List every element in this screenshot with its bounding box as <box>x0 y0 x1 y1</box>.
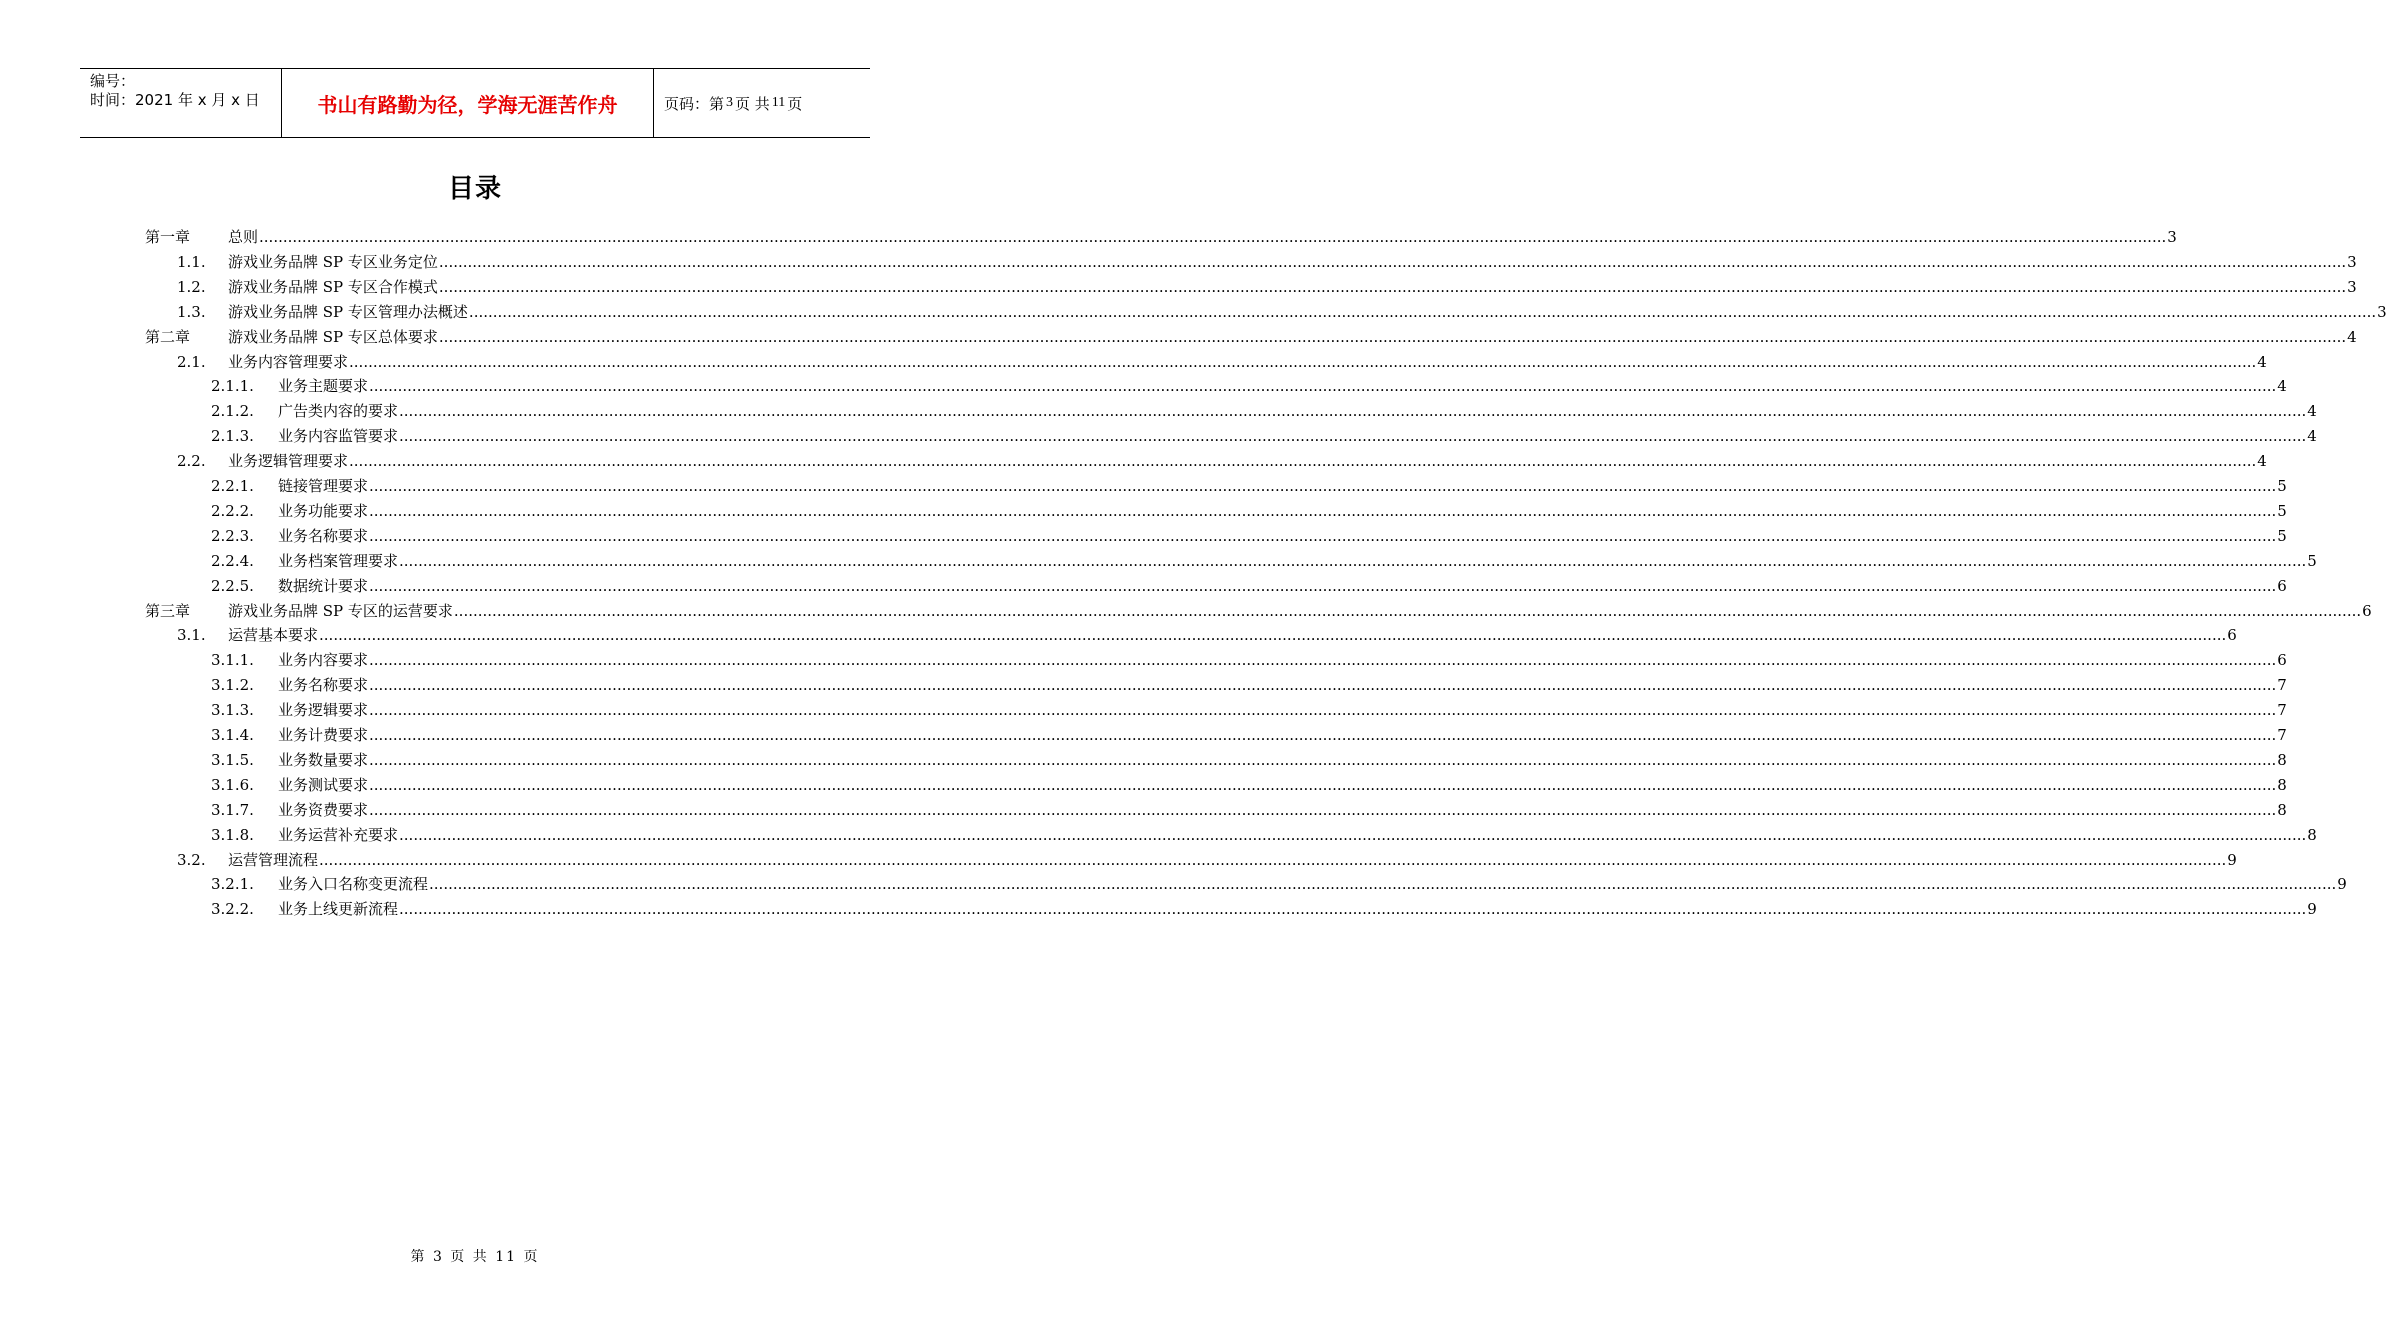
toc-entry-label: 业务内容监管要求 <box>278 427 399 446</box>
toc-entry-number: 2.2.3. <box>211 526 254 545</box>
toc-entry-page: 7 <box>2277 726 2287 744</box>
toc-entry-line <box>278 650 2287 670</box>
toc-entry[interactable] <box>0 625 2237 645</box>
toc-entry-number: 1.2. <box>177 277 206 296</box>
page-total: 11 <box>771 95 786 110</box>
toc-entry-number: 2.1.3. <box>211 427 254 446</box>
toc-entry-line <box>278 825 2317 845</box>
toc-entry-number: 2.2.1. <box>211 477 254 495</box>
toc-entry[interactable] <box>0 800 2287 820</box>
toc-entry-label: 业务计费要求 <box>278 726 369 744</box>
toc-entry[interactable] <box>0 476 2287 496</box>
toc-entry-page: 4 <box>2307 427 2317 446</box>
toc-entry[interactable] <box>0 302 2387 322</box>
toc-entry-page: 8 <box>2307 825 2317 844</box>
toc-entry-label: 业务资费要求 <box>278 800 369 819</box>
toc-entry[interactable] <box>0 899 2317 919</box>
toc-leader-dots: ................................................................................................................................................................................................................................................................................................................................................................................................................ <box>319 850 2227 869</box>
toc-entry-page: 6 <box>2277 576 2287 595</box>
toc-entry-label: 业务主题要求 <box>278 377 369 396</box>
toc-entry[interactable] <box>0 650 2287 670</box>
toc-entry-page: 6 <box>2277 651 2287 670</box>
toc-entry-label: 业务内容管理要求 <box>228 352 349 371</box>
toc-entry[interactable] <box>0 601 2372 621</box>
toc-entry-page: 6 <box>2227 626 2237 645</box>
toc-entry-line <box>278 476 2287 496</box>
toc-entry-label: 游戏业务品牌 SP 专区业务定位 <box>228 252 438 271</box>
toc-entry-label: 业务名称要求 <box>278 526 369 545</box>
toc-leader-dots: ................................................................................................................................................................................................................................................................................................................................................................................................................ <box>349 452 2257 471</box>
toc-entry[interactable] <box>0 277 2357 297</box>
toc-entry-number: 3.1.2. <box>211 676 254 695</box>
page-suffix: 页 <box>787 94 803 113</box>
toc-entry-label: 数据统计要求 <box>278 576 369 595</box>
toc-entry-number: 3.2.1. <box>211 875 254 894</box>
toc-entry[interactable] <box>0 775 2287 795</box>
toc-entry-label: 游戏业务品牌 SP 专区管理办法概述 <box>228 302 468 321</box>
doc-number-label: 编号： <box>90 72 136 90</box>
toc-entry-line <box>228 252 2357 272</box>
toc-entry-line <box>228 352 2267 372</box>
toc-entry[interactable] <box>0 526 2287 546</box>
toc-entry-page: 8 <box>2277 800 2287 819</box>
toc-entry-page: 3 <box>2377 302 2387 321</box>
toc-leader-dots: ................................................................................................................................................................................................................................................................................................................................................................................................................ <box>399 825 2307 844</box>
toc-leader-dots: ................................................................................................................................................................................................................................................................................................................................................................................................................ <box>369 726 2277 744</box>
toc-entry-number: 3.1.4. <box>211 726 254 744</box>
toc-entry-number: 3.1.5. <box>211 750 254 769</box>
toc-entry-line <box>228 850 2237 870</box>
toc-entry-page: 9 <box>2307 900 2317 919</box>
toc-entry-line <box>278 376 2287 396</box>
toc-entry-line <box>278 551 2317 571</box>
toc-entry-label: 业务逻辑管理要求 <box>228 452 349 471</box>
toc-entry-number: 2.2.2. <box>211 501 254 520</box>
toc-entry-label: 业务逻辑要求 <box>278 701 369 720</box>
header-motto: 书山有路勤为径，学海无涯苦作舟 <box>282 69 654 137</box>
toc-entry[interactable] <box>0 825 2317 845</box>
toc-leader-dots: ................................................................................................................................................................................................................................................................................................................................................................................................................ <box>369 501 2277 520</box>
toc-entry[interactable] <box>0 551 2317 571</box>
page-header <box>80 68 870 138</box>
toc-entry-label: 业务内容要求 <box>278 651 369 670</box>
toc-entry-line <box>278 700 2287 720</box>
toc-entry[interactable] <box>0 576 2287 596</box>
toc-entry-label: 业务档案管理要求 <box>278 551 399 570</box>
toc-entry-line <box>228 302 2387 322</box>
toc-entry-label: 运营管理流程 <box>228 850 319 869</box>
toc-leader-dots: ................................................................................................................................................................................................................................................................................................................................................................................................................ <box>468 302 2377 321</box>
toc-leader-dots: ................................................................................................................................................................................................................................................................................................................................................................................................................ <box>399 551 2307 570</box>
toc-entry-label: 业务名称要求 <box>278 676 369 695</box>
toc-entry-page: 7 <box>2277 676 2287 695</box>
toc-entry-line <box>278 675 2287 695</box>
toc-entry-label: 业务运营补充要求 <box>278 825 399 844</box>
toc-entry-line <box>278 526 2287 546</box>
toc-entry-number: 第三章 <box>145 601 191 620</box>
toc-leader-dots: ................................................................................................................................................................................................................................................................................................................................................................................................................ <box>369 477 2277 495</box>
toc-entry-page: 4 <box>2307 402 2317 421</box>
toc-entry-line <box>278 401 2317 421</box>
toc-leader-dots: ................................................................................................................................................................................................................................................................................................................................................................................................................ <box>369 651 2277 670</box>
toc-entry-number: 3.1.7. <box>211 800 254 819</box>
toc-entry-page: 9 <box>2227 850 2237 869</box>
toc-entry-page: 7 <box>2277 701 2287 720</box>
toc-entry-page: 3 <box>2167 228 2177 246</box>
toc-entry[interactable] <box>0 426 2317 446</box>
toc-leader-dots: ................................................................................................................................................................................................................................................................................................................................................................................................................ <box>369 701 2277 720</box>
toc-entry-label: 业务数量要求 <box>278 750 369 769</box>
toc-entry-page: 4 <box>2257 352 2267 371</box>
toc-entry-label: 链接管理要求 <box>278 477 369 495</box>
toc-entry-page: 8 <box>2277 750 2287 769</box>
toc-entry-line <box>228 327 2357 347</box>
toc-entry-number: 3.1. <box>177 626 206 645</box>
toc-entry-number: 2.1.1. <box>211 377 254 396</box>
toc-entry[interactable] <box>0 451 2267 471</box>
toc-entry-line <box>278 800 2287 820</box>
toc-entry-line <box>278 725 2287 745</box>
toc-entry-number: 3.2.2. <box>211 900 254 919</box>
toc-leader-dots: ................................................................................................................................................................................................................................................................................................................................................................................................................ <box>438 327 2347 346</box>
toc-entry-page: 4 <box>2347 327 2357 346</box>
toc-entry-page: 5 <box>2277 501 2287 520</box>
toc-entry[interactable] <box>0 750 2287 770</box>
toc-entry-number: 3.1.6. <box>211 775 254 794</box>
toc-entry[interactable] <box>0 700 2287 720</box>
toc-entry[interactable] <box>0 227 2177 247</box>
toc-entry-line <box>228 277 2357 297</box>
toc-entry-number: 3.1.8. <box>211 825 254 844</box>
toc-entry-page: 4 <box>2257 452 2267 471</box>
page-prefix: 页码：第 <box>664 94 725 113</box>
toc-entry-page: 5 <box>2307 551 2317 570</box>
toc-leader-dots: ................................................................................................................................................................................................................................................................................................................................................................................................................ <box>259 228 2167 246</box>
page-footer: 第 3 页 共 11 页 <box>410 1249 540 1265</box>
toc-entry-page: 5 <box>2277 526 2287 545</box>
toc-entry-line <box>278 576 2287 596</box>
toc-leader-dots: ................................................................................................................................................................................................................................................................................................................................................................................................................ <box>399 427 2307 446</box>
doc-time-label: 时间：2021 年 x 月 x 日 <box>90 91 260 109</box>
toc-entry-label: 总则 <box>228 228 259 246</box>
toc-leader-dots: ................................................................................................................................................................................................................................................................................................................................................................................................................ <box>369 800 2277 819</box>
toc-entry[interactable] <box>0 725 2287 745</box>
toc-entry-label: 业务测试要求 <box>278 775 369 794</box>
toc-entry[interactable] <box>0 401 2317 421</box>
page-title: 目录 <box>447 174 502 204</box>
toc-entry-number: 3.1.1. <box>211 651 254 670</box>
toc-leader-dots: ................................................................................................................................................................................................................................................................................................................................................................................................................ <box>369 775 2277 794</box>
toc-leader-dots: ................................................................................................................................................................................................................................................................................................................................................................................................................ <box>369 377 2277 396</box>
toc-leader-dots: ................................................................................................................................................................................................................................................................................................................................................................................................................ <box>369 526 2277 545</box>
toc-entry-page: 3 <box>2347 277 2357 296</box>
toc-entry-page: 8 <box>2277 775 2287 794</box>
toc-entry-line <box>278 750 2287 770</box>
toc-entry[interactable] <box>0 850 2237 870</box>
toc-leader-dots: ................................................................................................................................................................................................................................................................................................................................................................................................................ <box>349 352 2257 371</box>
toc-entry-label: 游戏业务品牌 SP 专区合作模式 <box>228 277 438 296</box>
toc-entry[interactable] <box>0 352 2267 372</box>
toc-leader-dots: ................................................................................................................................................................................................................................................................................................................................................................................................................ <box>369 576 2277 595</box>
toc-entry-line <box>228 625 2237 645</box>
toc-entry-line <box>278 775 2287 795</box>
page-current: 3 <box>726 95 734 110</box>
toc-leader-dots: ................................................................................................................................................................................................................................................................................................................................................................................................................ <box>399 900 2307 919</box>
toc-entry-line <box>278 501 2287 521</box>
toc-leader-dots: ................................................................................................................................................................................................................................................................................................................................................................................................................ <box>438 277 2347 296</box>
toc-entry-number: 2.2. <box>177 452 206 471</box>
toc-entry-number: 2.2.5. <box>211 576 254 595</box>
toc-entry-number: 1.3. <box>177 302 206 321</box>
toc-entry[interactable] <box>0 252 2357 272</box>
toc-entry-number: 2.1.2. <box>211 402 254 421</box>
toc-entry-page: 5 <box>2277 477 2287 495</box>
toc-entry-number: 2.1. <box>177 352 206 371</box>
toc-entry[interactable] <box>0 376 2287 396</box>
toc-entry[interactable] <box>0 327 2357 347</box>
toc-leader-dots: ................................................................................................................................................................................................................................................................................................................................................................................................................ <box>453 601 2362 620</box>
toc-entry[interactable] <box>0 874 2347 894</box>
toc-entry-line <box>278 874 2347 894</box>
toc-leader-dots: ................................................................................................................................................................................................................................................................................................................................................................................................................ <box>369 750 2277 769</box>
toc-entry-page: 6 <box>2362 601 2372 620</box>
toc-entry-page: 4 <box>2277 377 2287 396</box>
header-meta <box>80 69 282 137</box>
toc-entry-label: 游戏业务品牌 SP 专区的运营要求 <box>228 601 453 620</box>
toc-entry-label: 运营基本要求 <box>228 626 319 645</box>
toc-entry[interactable] <box>0 501 2287 521</box>
toc-entry-line <box>278 899 2317 919</box>
toc-entry-number: 第二章 <box>145 327 191 346</box>
toc-entry-line <box>228 451 2267 471</box>
toc-entry-number: 第一章 <box>145 228 191 246</box>
toc-entry-line <box>228 601 2372 621</box>
toc-entry-label: 游戏业务品牌 SP 专区总体要求 <box>228 327 438 346</box>
toc-entry-label: 业务功能要求 <box>278 501 369 520</box>
toc-entry-number: 3.2. <box>177 850 206 869</box>
toc-leader-dots: ................................................................................................................................................................................................................................................................................................................................................................................................................ <box>429 875 2337 894</box>
page-middle: 页 共 <box>735 94 770 113</box>
toc-leader-dots: ................................................................................................................................................................................................................................................................................................................................................................................................................ <box>319 626 2227 645</box>
toc-entry-number: 1.1. <box>177 252 206 271</box>
header-page-info <box>654 69 870 137</box>
toc-entry-label: 业务上线更新流程 <box>278 900 399 919</box>
toc-leader-dots: ................................................................................................................................................................................................................................................................................................................................................................................................................ <box>399 402 2307 421</box>
toc-entry-label: 广告类内容的要求 <box>278 402 399 421</box>
toc-entry-line <box>228 227 2177 247</box>
toc-entry[interactable] <box>0 675 2287 695</box>
toc-entry-number: 3.1.3. <box>211 701 254 720</box>
toc-leader-dots: ................................................................................................................................................................................................................................................................................................................................................................................................................ <box>438 252 2347 271</box>
toc-leader-dots: ................................................................................................................................................................................................................................................................................................................................................................................................................ <box>369 676 2277 695</box>
toc-entry-label: 业务入口名称变更流程 <box>278 875 429 894</box>
toc-entry-line <box>278 426 2317 446</box>
toc-entry-page: 3 <box>2347 252 2357 271</box>
toc-entry-number: 2.2.4. <box>211 551 254 570</box>
toc-entry-page: 9 <box>2337 875 2347 894</box>
